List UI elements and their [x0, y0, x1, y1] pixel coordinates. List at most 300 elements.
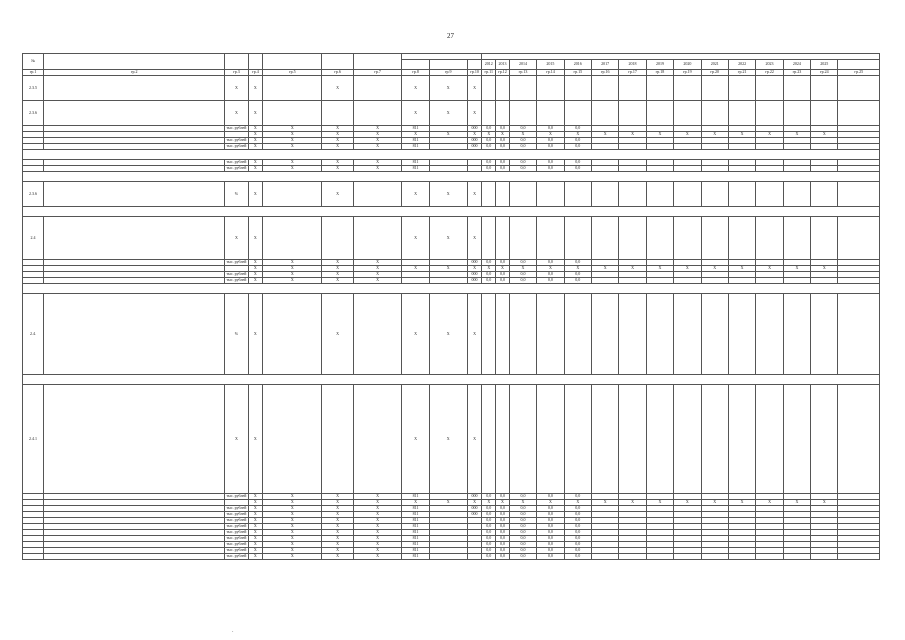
row-total — [811, 217, 838, 260]
finance-method: X — [263, 494, 322, 500]
finance-value: 0,0 — [537, 166, 564, 172]
finance-value: X — [619, 500, 646, 506]
row-total — [811, 385, 838, 494]
header-year: 2021 — [701, 60, 728, 70]
finance-name — [44, 554, 225, 560]
finance-value: 0,0 — [509, 160, 536, 166]
row-value — [728, 76, 755, 101]
row-coef: X — [248, 101, 263, 126]
header-name — [44, 54, 225, 70]
row-value — [509, 294, 536, 375]
row-unit: % — [225, 294, 248, 375]
column-number-cell: гр.7 — [353, 70, 401, 76]
row-extra — [838, 101, 880, 126]
header-year: 2015 — [537, 60, 564, 70]
finance-term: X — [322, 536, 354, 542]
header-year: 2014 — [509, 60, 536, 70]
finance-coef: X — [248, 166, 263, 172]
finance-coef: X — [248, 512, 263, 518]
row-term — [322, 217, 354, 260]
row-target: X — [429, 385, 467, 494]
finance-extra — [838, 554, 880, 560]
row-value — [619, 182, 646, 207]
finance-grbs: 811 — [402, 530, 429, 536]
finance-value: 0,0 — [564, 166, 591, 172]
row-extra — [838, 182, 880, 207]
finance-method: X — [263, 144, 322, 150]
row-value — [537, 76, 564, 101]
finance-term: X — [322, 126, 354, 132]
row-value — [756, 294, 783, 375]
row-value — [674, 101, 701, 126]
row-responsible — [353, 385, 401, 494]
row-coef: X — [248, 385, 263, 494]
finance-unit: тыс. рублей — [226, 259, 247, 265]
finance-value: X — [537, 500, 564, 506]
finance-responsible: X — [353, 260, 401, 266]
finance-value: 0,0 — [509, 554, 536, 560]
row-responsible — [353, 182, 401, 207]
row-term: X — [322, 76, 354, 101]
finance-value: 0,0 — [564, 160, 591, 166]
page-bottom-mark: . — [232, 628, 234, 634]
finance-coef: X — [248, 542, 263, 548]
finance-coef: X — [248, 506, 263, 512]
row-value — [564, 101, 591, 126]
finance-value: 0,0 — [509, 144, 536, 150]
column-number-cell: гр.2 — [44, 70, 225, 76]
finance-term: X — [322, 512, 354, 518]
row-extra — [838, 76, 880, 101]
column-number-cell: гр.24 — [811, 70, 838, 76]
row-extra — [838, 217, 880, 260]
row-grbs: X — [402, 385, 429, 494]
row-value — [701, 294, 728, 375]
finance-unit: тыс. рублей — [226, 493, 247, 499]
finance-value: 0,0 — [537, 542, 564, 548]
finance-target: X — [429, 500, 467, 506]
finance-value: 0,0 — [496, 512, 510, 518]
finance-term: X — [322, 518, 354, 524]
table-row — [23, 385, 880, 494]
header-number: № — [23, 54, 44, 70]
finance-value: 0,0 — [482, 554, 496, 560]
row-value — [783, 294, 810, 375]
row-number: 2.4. — [23, 294, 44, 375]
row-vr: X — [467, 217, 482, 260]
finance-responsible: X — [353, 518, 401, 524]
row-grbs: X — [402, 76, 429, 101]
finance-value: X — [537, 266, 564, 272]
column-number-cell: гр.16 — [591, 70, 618, 76]
finance-value: 0,0 — [496, 260, 510, 266]
row-value — [701, 76, 728, 101]
finance-value: 0,0 — [496, 530, 510, 536]
finance-vr: 000 — [467, 260, 482, 266]
finance-value: 0,0 — [509, 548, 536, 554]
row-value — [564, 385, 591, 494]
finance-term: X — [322, 160, 354, 166]
column-number-cell: гр.23 — [783, 70, 810, 76]
row-grbs: X — [402, 294, 429, 375]
row-value — [509, 76, 536, 101]
finance-total — [811, 554, 838, 560]
finance-method: X — [263, 542, 322, 548]
column-number-cell: гр.21 — [728, 70, 755, 76]
finance-value: X — [728, 500, 755, 506]
finance-method: X — [263, 138, 322, 144]
finance-value: X — [619, 266, 646, 272]
finance-value: 0,0 — [496, 494, 510, 500]
finance-method: X — [263, 530, 322, 536]
row-term — [322, 385, 354, 494]
row-value — [591, 101, 618, 126]
finance-responsible: X — [353, 126, 401, 132]
row-value — [728, 294, 755, 375]
row-value — [756, 217, 783, 260]
finance-value: 0,0 — [509, 494, 536, 500]
finance-value: 0,0 — [537, 260, 564, 266]
finance-unit: тыс. рублей — [226, 523, 247, 529]
finance-value — [783, 554, 810, 560]
finance-value: 0,0 — [509, 260, 536, 266]
row-value — [482, 182, 496, 207]
finance-grbs: 811 — [402, 160, 429, 166]
finance-grbs: 811 — [402, 512, 429, 518]
finance-responsible: X — [353, 524, 401, 530]
finance-term: X — [322, 554, 354, 560]
finance-value: 0,0 — [537, 530, 564, 536]
row-value — [591, 294, 618, 375]
row-value — [537, 294, 564, 375]
header-year: 2023 — [756, 60, 783, 70]
header-unit — [225, 54, 248, 70]
row-vr: X — [467, 182, 482, 207]
row-total — [811, 101, 838, 126]
row-value — [701, 385, 728, 494]
header-year: 2020 — [674, 60, 701, 70]
column-number-cell: гр.6 — [322, 70, 354, 76]
row-total — [811, 76, 838, 101]
row-grbs: X — [402, 101, 429, 126]
row-value — [646, 294, 673, 375]
finance-value: X — [564, 500, 591, 506]
row-total — [811, 294, 838, 375]
row-name — [44, 182, 225, 207]
row-value — [783, 385, 810, 494]
row-responsible — [353, 217, 401, 260]
finance-value: 0,0 — [509, 512, 536, 518]
finance-value: 0,0 — [509, 272, 536, 278]
finance-value: X — [496, 500, 510, 506]
finance-value: X — [646, 500, 673, 506]
finance-value: 0,0 — [537, 512, 564, 518]
finance-value: 0,0 — [537, 144, 564, 150]
finance-responsible: X — [353, 160, 401, 166]
finance-responsible: X — [353, 494, 401, 500]
row-coef: X — [248, 182, 263, 207]
finance-method: X — [263, 132, 322, 138]
row-value — [591, 76, 618, 101]
row-value — [674, 182, 701, 207]
finance-number — [23, 554, 44, 560]
finance-value: 0,0 — [482, 512, 496, 518]
finance-value: 0,0 — [496, 554, 510, 560]
finance-method: X — [263, 536, 322, 542]
finance-grbs: X — [402, 132, 429, 138]
finance-responsible: X — [353, 138, 401, 144]
finance-responsible: X — [353, 500, 401, 506]
row-value — [756, 182, 783, 207]
finance-value: X — [509, 500, 536, 506]
finance-unit: тыс. рублей — [226, 277, 247, 283]
finance-unit: тыс. рублей — [226, 547, 247, 553]
table-row — [23, 76, 880, 101]
finance-coef: X — [248, 554, 263, 560]
finance-coef: X — [248, 144, 263, 150]
table-body — [23, 54, 880, 560]
finance-responsible: X — [353, 278, 401, 284]
finance-value: 0,0 — [482, 542, 496, 548]
row-target: X — [429, 217, 467, 260]
row-value — [591, 182, 618, 207]
header-vr — [467, 60, 482, 70]
finance-coef: X — [248, 278, 263, 284]
finance-value: 0,0 — [564, 512, 591, 518]
finance-value: X — [646, 132, 673, 138]
finance-value — [619, 554, 646, 560]
finance-responsible: X — [353, 548, 401, 554]
finance-coef: X — [248, 500, 263, 506]
finance-coef: X — [248, 272, 263, 278]
finance-term: X — [322, 144, 354, 150]
row-value — [591, 217, 618, 260]
finance-responsible: X — [353, 144, 401, 150]
row-value — [496, 76, 510, 101]
finance-value: 0,0 — [564, 554, 591, 560]
column-number-cell: гр.10 — [467, 70, 482, 76]
spacer-cell — [23, 284, 880, 294]
finance-value: 0,0 — [537, 554, 564, 560]
finance-value: 0,0 — [496, 126, 510, 132]
finance-value: 0,0 — [482, 494, 496, 500]
finance-value — [728, 554, 755, 560]
finance-value: X — [482, 266, 496, 272]
finance-value: 0,0 — [564, 272, 591, 278]
finance-value: 0,0 — [482, 278, 496, 284]
spacer-cell — [23, 172, 880, 182]
column-number-cell: гр.13 — [509, 70, 536, 76]
finance-responsible: X — [353, 542, 401, 548]
row-number: 2.4.1 — [23, 385, 44, 494]
row-value — [619, 294, 646, 375]
column-number-cell: гр.20 — [701, 70, 728, 76]
finance-value: 0,0 — [482, 272, 496, 278]
finance-coef: X — [248, 548, 263, 554]
finance-method: X — [263, 278, 322, 284]
column-number-cell: гр.8 — [402, 70, 429, 76]
finance-value — [646, 554, 673, 560]
finance-coef: X — [248, 126, 263, 132]
finance-value: X — [674, 266, 701, 272]
finance-coef: X — [248, 536, 263, 542]
finance-value: 0,0 — [537, 494, 564, 500]
finance-value: X — [783, 132, 810, 138]
row-target: X — [429, 101, 467, 126]
program-activities-table — [22, 53, 880, 560]
row-value — [674, 217, 701, 260]
finance-method: X — [263, 518, 322, 524]
finance-value: 0,0 — [537, 138, 564, 144]
table-row — [23, 182, 880, 207]
row-term: X — [322, 294, 354, 375]
finance-value: 0,0 — [509, 278, 536, 284]
row-unit: X — [225, 76, 248, 101]
spacer-row — [23, 150, 880, 160]
row-value — [496, 101, 510, 126]
row-extra — [838, 385, 880, 494]
finance-value — [591, 554, 618, 560]
finance-unit: тыс. рублей — [226, 517, 247, 523]
finance-grbs: 811 — [402, 518, 429, 524]
finance-value: 0,0 — [482, 548, 496, 554]
row-value — [619, 101, 646, 126]
finance-value: 0,0 — [482, 524, 496, 530]
finance-value: X — [564, 266, 591, 272]
row-value — [482, 294, 496, 375]
row-value — [646, 182, 673, 207]
finance-coef: X — [248, 160, 263, 166]
finance-method: X — [263, 272, 322, 278]
row-value — [496, 217, 510, 260]
row-number: 2.3.6 — [23, 101, 44, 126]
row-value — [646, 385, 673, 494]
finance-vr: 000 — [467, 494, 482, 500]
finance-value: 0,0 — [564, 548, 591, 554]
row-value — [564, 182, 591, 207]
finance-grbs: 811 — [402, 126, 429, 132]
finance-coef: X — [248, 530, 263, 536]
finance-value: 0,0 — [564, 278, 591, 284]
header-year: 2013 — [496, 60, 510, 70]
finance-unit: тыс. рублей — [226, 143, 247, 149]
row-value — [701, 217, 728, 260]
header-year: 2018 — [619, 60, 646, 70]
finance-value: 0,0 — [482, 260, 496, 266]
finance-value: 0,0 — [482, 518, 496, 524]
finance-vr: X — [467, 132, 482, 138]
finance-total: X — [811, 132, 838, 138]
finance-unit: тыс. рублей — [226, 553, 247, 559]
finance-value: 0,0 — [564, 542, 591, 548]
row-grbs: X — [402, 217, 429, 260]
row-value — [728, 182, 755, 207]
finance-term: X — [322, 506, 354, 512]
row-term — [322, 101, 354, 126]
finance-responsible: X — [353, 536, 401, 542]
finance-value: 0,0 — [537, 126, 564, 132]
finance-value — [674, 554, 701, 560]
finance-grbs: 811 — [402, 506, 429, 512]
finance-value: X — [674, 132, 701, 138]
column-number-cell: гр.5 — [263, 70, 322, 76]
finance-value: 0,0 — [537, 536, 564, 542]
finance-unit: тыс. рублей — [226, 529, 247, 535]
header-year: 2017 — [591, 60, 618, 70]
row-value — [619, 385, 646, 494]
finance-value: 0,0 — [496, 166, 510, 172]
finance-vr — [467, 554, 482, 560]
finance-vr: X — [467, 266, 482, 272]
page-number: 27 — [447, 32, 454, 40]
finance-target: X — [429, 132, 467, 138]
finance-unit: тыс. рублей — [226, 271, 247, 277]
row-grbs: X — [402, 182, 429, 207]
header-grbs — [402, 60, 429, 70]
finance-target: X — [429, 266, 467, 272]
row-value — [783, 101, 810, 126]
finance-value: 0,0 — [509, 138, 536, 144]
row-name — [44, 294, 225, 375]
row-extra — [838, 294, 880, 375]
finance-unit: тыс. рублей — [226, 535, 247, 541]
finance-value: X — [496, 266, 510, 272]
finance-value — [701, 554, 728, 560]
finance-grbs: 811 — [402, 138, 429, 144]
column-number-cell: гр.18 — [646, 70, 673, 76]
row-value — [482, 385, 496, 494]
finance-method: X — [263, 524, 322, 530]
finance-value: X — [482, 132, 496, 138]
finance-responsible: X — [353, 266, 401, 272]
finance-grbs: 811 — [402, 536, 429, 542]
row-coef: X — [248, 217, 263, 260]
finance-value: X — [756, 132, 783, 138]
row-method — [263, 294, 322, 375]
table-row — [23, 101, 880, 126]
row-value — [783, 182, 810, 207]
row-responsible — [353, 76, 401, 101]
finance-target — [429, 554, 467, 560]
finance-value: X — [701, 500, 728, 506]
finance-value: X — [509, 266, 536, 272]
finance-value: X — [646, 266, 673, 272]
finance-method: X — [263, 500, 322, 506]
finance-grbs: 811 — [402, 554, 429, 560]
row-value — [537, 217, 564, 260]
finance-method: X — [263, 160, 322, 166]
row-value — [537, 182, 564, 207]
finance-coef: X — [248, 494, 263, 500]
row-unit: X — [225, 101, 248, 126]
row-value — [728, 385, 755, 494]
finance-value: 0,0 — [564, 126, 591, 132]
finance-vr: 000 — [467, 278, 482, 284]
finance-value: 0,0 — [564, 494, 591, 500]
row-value — [564, 217, 591, 260]
finance-value: 0,0 — [537, 524, 564, 530]
row-value — [783, 217, 810, 260]
finance-unit: тыс. рублей — [226, 165, 247, 171]
column-number-cell: гр.25 — [838, 70, 880, 76]
finance-vr: 000 — [467, 138, 482, 144]
header-year: 2019 — [646, 60, 673, 70]
finance-method: X — [263, 512, 322, 518]
finance-unit: тыс. рублей — [226, 159, 247, 165]
finance-value: 0,0 — [496, 506, 510, 512]
finance-value: X — [783, 500, 810, 506]
finance-value: 0,0 — [496, 144, 510, 150]
